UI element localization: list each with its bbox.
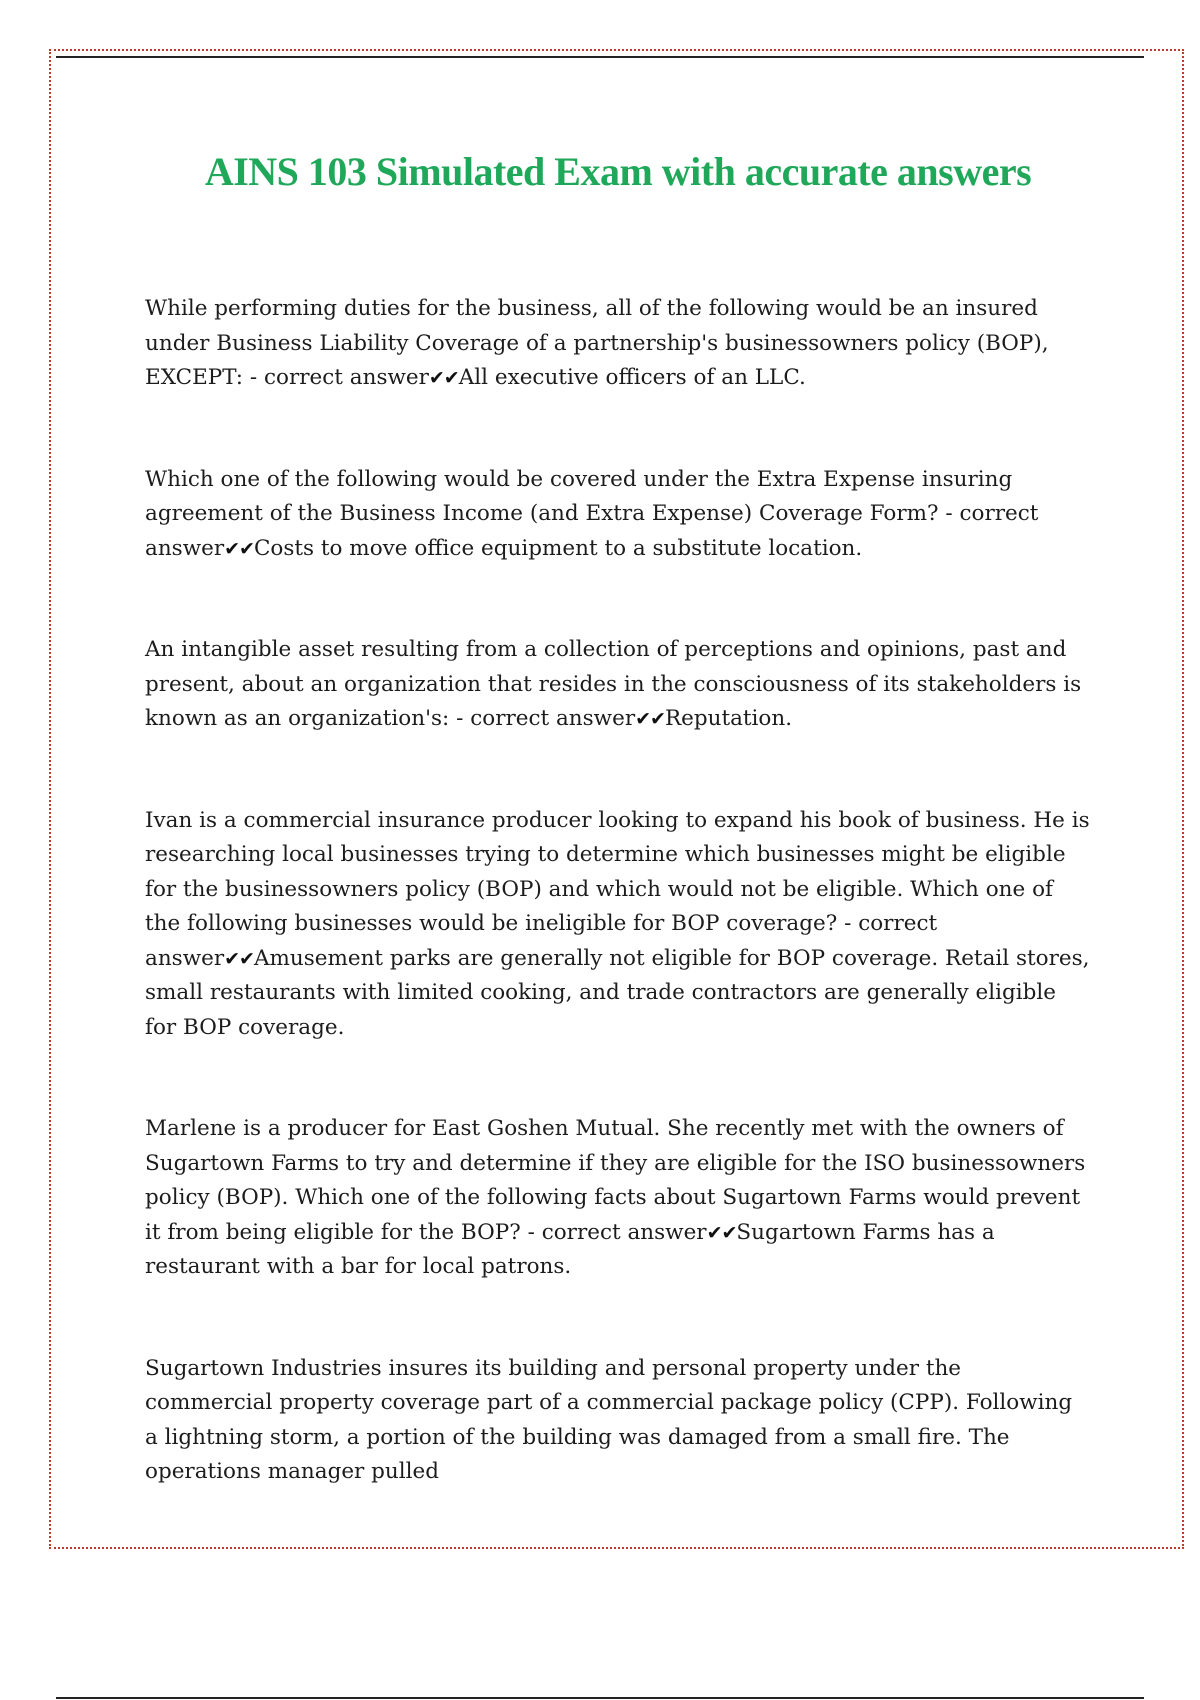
document-title: AINS 103 Simulated Exam with accurate answers — [204, 149, 1032, 194]
answer-prefix: - correct answer — [145, 911, 938, 971]
qa-item — [145, 463, 1091, 567]
qa-item — [145, 292, 1091, 396]
qa-item — [145, 804, 1091, 1046]
check-marks-icon: ✔✔ — [428, 367, 459, 389]
question-list — [145, 292, 1091, 1490]
answer-prefix: - correct answer — [145, 501, 1039, 561]
answer-text: All executive officers of an LLC. — [458, 365, 806, 390]
top-rule — [56, 56, 1144, 58]
question-text: While performing duties for the business, all of the following would be an insured under Business Liability Coverage of a partnership's businessowners policy (BOP), EXCEPT: — [145, 296, 1049, 390]
qa-item-partial — [145, 1352, 1091, 1490]
check-marks-icon: ✔✔ — [224, 947, 254, 970]
answer-text: Amusement parks are generally not eligible for BOP coverage. Retail stores, small restaurants with limited cooking, and trade contractors are generally eligible for BOP coverage. — [145, 945, 1090, 1040]
answer-text: Reputation. — [664, 706, 793, 731]
bottom-rule — [56, 1697, 1144, 1699]
answer-prefix: - correct answer — [527, 1219, 707, 1245]
qa-item — [145, 1112, 1091, 1285]
answer-text: Sugartown Farms has a restaurant with a bar for local patrons. — [145, 1219, 995, 1279]
check-marks-icon: ✔✔ — [635, 708, 665, 730]
answer-text: Costs to move office equipment to a substitute location. — [253, 535, 863, 561]
question-text: Sugartown Industries insures its building and personal property under the commercial property coverage part of a commercial package policy (CPP). Following a lightning storm, a portion of the building was damaged from a small fire. The operations manager pulled — [145, 1355, 1073, 1484]
check-marks-icon: ✔✔ — [706, 1221, 737, 1244]
qa-item — [145, 633, 1091, 737]
question-text: Which one of the following would be covered under the Extra Expense insuring agreement of the Business Income (and Extra Expense) Coverage Form? — [145, 466, 1013, 526]
answer-prefix: - correct answer — [249, 365, 429, 390]
question-text: Ivan is a commercial insurance producer looking to expand his book of business. He is researching local businesses trying to determine which businesses might be eligible for the businessowners policy (BOP) and which would not be eligible. Which one of the following businesses would be ineligible for BOP coverage? — [145, 807, 1090, 936]
question-text: Marlene is a producer for East Goshen Mutual. She recently met with the owners of Sugartown Farms to try and determine if they are eligible for the ISO businessowners policy (BOP). Which one of the following facts about Sugartown Farms would prevent it from being eligible for the BOP? — [145, 1116, 1086, 1245]
check-marks-icon: ✔✔ — [224, 537, 254, 560]
answer-prefix: - correct answer — [456, 706, 636, 731]
question-text: An intangible asset resulting from a collection of perceptions and opinions, past and present, about an organization that resides in the consciousness of its stakeholders is known as an organization's: — [145, 637, 1082, 731]
